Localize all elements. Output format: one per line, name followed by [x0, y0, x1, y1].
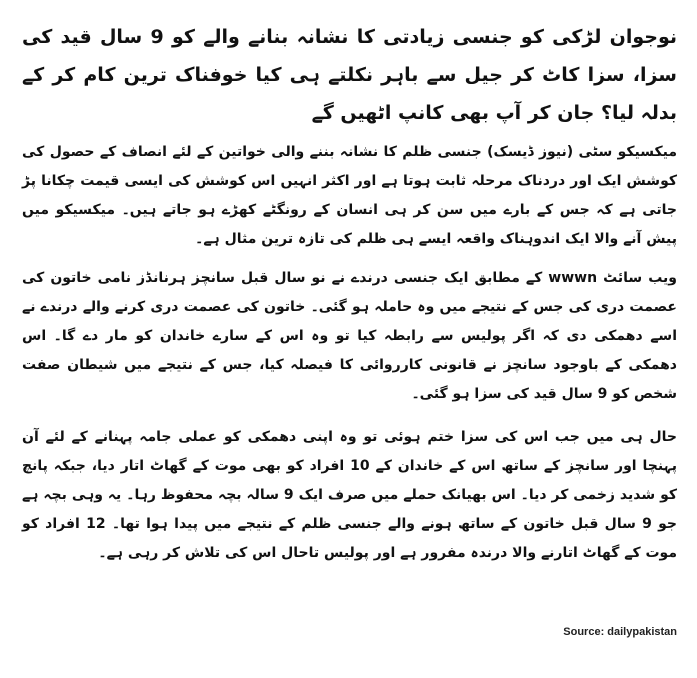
article-headline: نوجوان لڑکی کو جنسی زیادتی کا نشانہ بنانے والے کو 9 سال قید کی سزا، سزا کاٹ کر جیل سے باہر نکلتے ہی کیا خوفناک ترین کام کر کے بدلہ لیا؟ جان کر آپ بھی کانپ اٹھیں گے: [22, 26, 678, 124]
article-paragraph-intro: میکسیکو سٹی (نیوز ڈیسک) جنسی ظلم کا نشانہ بننے والی خواتین کے لئے انصاف کے حصول کی کوشش ایک اور دردناک مرحلہ ثابت ہوتا ہے اور اکثر انہیں اس کوشش کی ایسی قیمت چکانا پڑ جاتی ہے کہ جس کے بارے میں سن کر ہی انسان کے رونگٹے کھڑے ہو جاتے ہیں۔ میکسیکو میں پیش آنے والا ایک اندوہناک واقعہ ایسے ہی ظلم کی تازہ ترین مثال ہے۔: [22, 144, 677, 247]
article-paragraph-2: ویب سائٹ wwwn کے مطابق ایک جنسی درندے نے نو سال قبل سانچز ہرنانڈز نامی خاتون کی عصمت دری کی جس کے نتیجے میں وہ حاملہ ہو گئی۔ خاتون کی عصمت دری کرنے والے درندے نے اسے دھمکی دی کہ اگر پولیس سے رابطہ کیا تو وہ اس کے سارے خاندان کو مار دے گا۔ اس دھمکی کے باوجود سانچز نے قانونی کارروائی کا فیصلہ کیا، جس کے نتیجے میں شیطان صفت شخص کو 9 سال قید کی سزا ہو گئی۔: [22, 270, 677, 402]
source-credit: Source: dailypakistan: [563, 626, 677, 638]
article-paragraph-3: حال ہی میں جب اس کی سزا ختم ہوئی تو وہ اپنی دھمکی کو عملی جامہ پہنانے کے لئے آن پہنچا اور سانچز کے ساتھ اس کے خاندان کے 10 افراد کو بھی موت کے گھاٹ اتار دیا، جبکہ پانچ کو شدید زخمی کر دیا۔ اس بھیانک حملے میں صرف ایک 9 سالہ بچہ محفوظ رہا۔ یہ وہی بچہ ہے جو 9 سال قبل خاتون کے ساتھ ہونے والے جنسی ظلم کے نتیجے میں پیدا ہوا تھا۔ 12 افراد کو موت کے گھاٹ اتارنے والا درندہ مفرور ہے اور پولیس تاحال اس کی تلاش کر رہی ہے۔: [22, 429, 678, 561]
article: [22, 18, 677, 668]
